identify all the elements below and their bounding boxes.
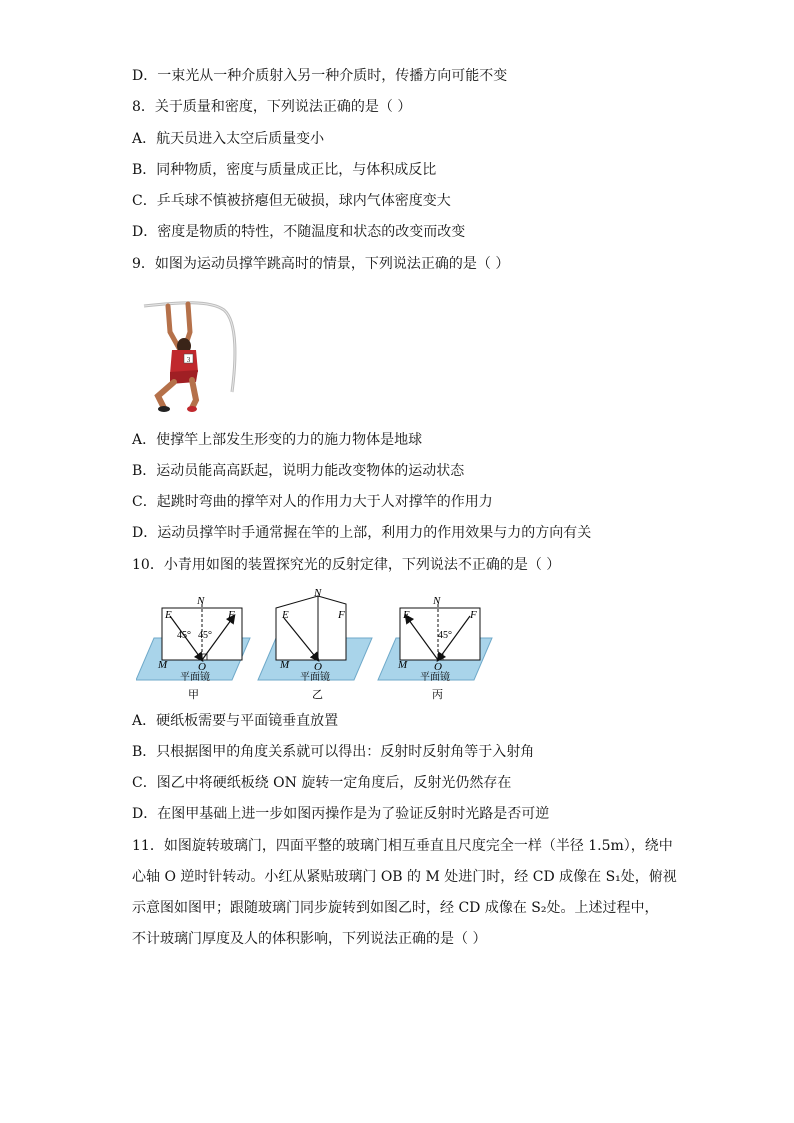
caption-jia: 甲 xyxy=(188,689,199,701)
q9-option-b: B．运动员能高高跃起，说明力能改变物体的运动状态 xyxy=(132,463,465,479)
label-e-bing: E xyxy=(403,609,410,621)
mirror-label-yi: 平面镜 xyxy=(300,672,330,683)
cardboard-right-yi xyxy=(318,596,346,660)
label-m-bing: M xyxy=(398,659,408,671)
q9-stem: 9．如图为运动员撑竿跳高时的情景，下列说法正确的是（ ） xyxy=(132,256,510,272)
label-e-yi: E xyxy=(282,609,289,621)
caption-yi: 乙 xyxy=(312,689,323,701)
label-n-jia: N xyxy=(197,595,205,607)
angle-right-bing: 45° xyxy=(438,630,452,641)
q8-option-b: B．同种物质，密度与质量成正比，与体积成反比 xyxy=(132,162,437,178)
athlete-legs xyxy=(158,380,196,408)
q9-option-d: D．运动员撑竿时手通常握在竿的上部，利用力的作用效果与力的方向有关 xyxy=(132,525,592,541)
q7-option-d: D．一束光从一种介质射入另一种介质时，传播方向可能不变 xyxy=(132,68,508,84)
mirror-label-bing: 平面镜 xyxy=(420,672,450,683)
figure-yi xyxy=(258,588,372,701)
q8-option-a: A．航天员进入太空后质量变小 xyxy=(132,131,325,147)
athlete-bib-number: 3 xyxy=(186,356,191,364)
angle-left-jia: 45° xyxy=(177,630,191,641)
pole-vault-figure xyxy=(140,292,250,414)
caption-bing: 丙 xyxy=(432,689,443,701)
label-m-yi: M xyxy=(280,659,290,671)
label-o-jia: O xyxy=(198,661,206,673)
q9-option-a: A．使撑竿上部发生形变的力的施力物体是地球 xyxy=(132,432,423,448)
label-o-yi: O xyxy=(314,661,322,673)
q10-option-b: B．只根据图甲的角度关系就可以得出：反射时反射角等于入射角 xyxy=(132,744,535,760)
label-f-jia: F xyxy=(228,609,235,621)
cardboard-left-yi xyxy=(276,596,318,660)
label-n-bing: N xyxy=(433,595,441,607)
mirror-label-jia: 平面镜 xyxy=(180,672,210,683)
q8-stem: 8．关于质量和密度，下列说法正确的是（ ） xyxy=(132,99,412,115)
label-f-bing: F xyxy=(470,609,477,621)
label-f-yi: F xyxy=(338,609,345,621)
figure-jia xyxy=(136,595,250,701)
q8-option-c: C．乒乓球不慎被挤瘪但无破损，球内气体密度变大 xyxy=(132,193,451,209)
q10-option-c: C．图乙中将硬纸板绕 ON 旋转一定角度后，反射光仍然存在 xyxy=(132,775,512,791)
q11-line-1: 11．如图旋转玻璃门，四面平整的玻璃门相互垂直且尺度完全一样（半径 1.5m），绕中 xyxy=(132,838,673,854)
q11-line-4: 不计玻璃门厚度及人的体积影响，下列说法正确的是（ ） xyxy=(132,931,487,947)
angle-right-jia: 45° xyxy=(198,630,212,641)
label-e-jia: E xyxy=(165,609,172,621)
label-m-jia: M xyxy=(158,659,168,671)
q10-stem: 10．小青用如图的装置探究光的反射定律，下列说法不正确的是（ ） xyxy=(132,557,561,573)
q11-line-2: 心轴 O 逆时针转动。小红从紧贴玻璃门 OB 的 M 处进门时，经 CD 成像在 S₁处，俯视 xyxy=(132,869,677,885)
reflection-figures xyxy=(136,588,496,706)
q9-option-c: C．起跳时弯曲的撑竿对人的作用力大于人对撑竿的作用力 xyxy=(132,494,493,510)
figure-bing xyxy=(378,595,492,701)
label-o-bing: O xyxy=(434,661,442,673)
q8-option-d: D．密度是物质的特性，不随温度和状态的改变而改变 xyxy=(132,224,466,240)
label-n-yi: N xyxy=(314,588,322,599)
q10-option-a: A．硬纸板需要与平面镜垂直放置 xyxy=(132,713,339,729)
q10-option-d: D．在图甲基础上进一步如图丙操作是为了验证反射时光路是否可逆 xyxy=(132,806,550,822)
q11-line-3: 示意图如图甲；跟随玻璃门同步旋转到如图乙时，经 CD 成像在 S₂处。上述过程中， xyxy=(132,900,659,916)
